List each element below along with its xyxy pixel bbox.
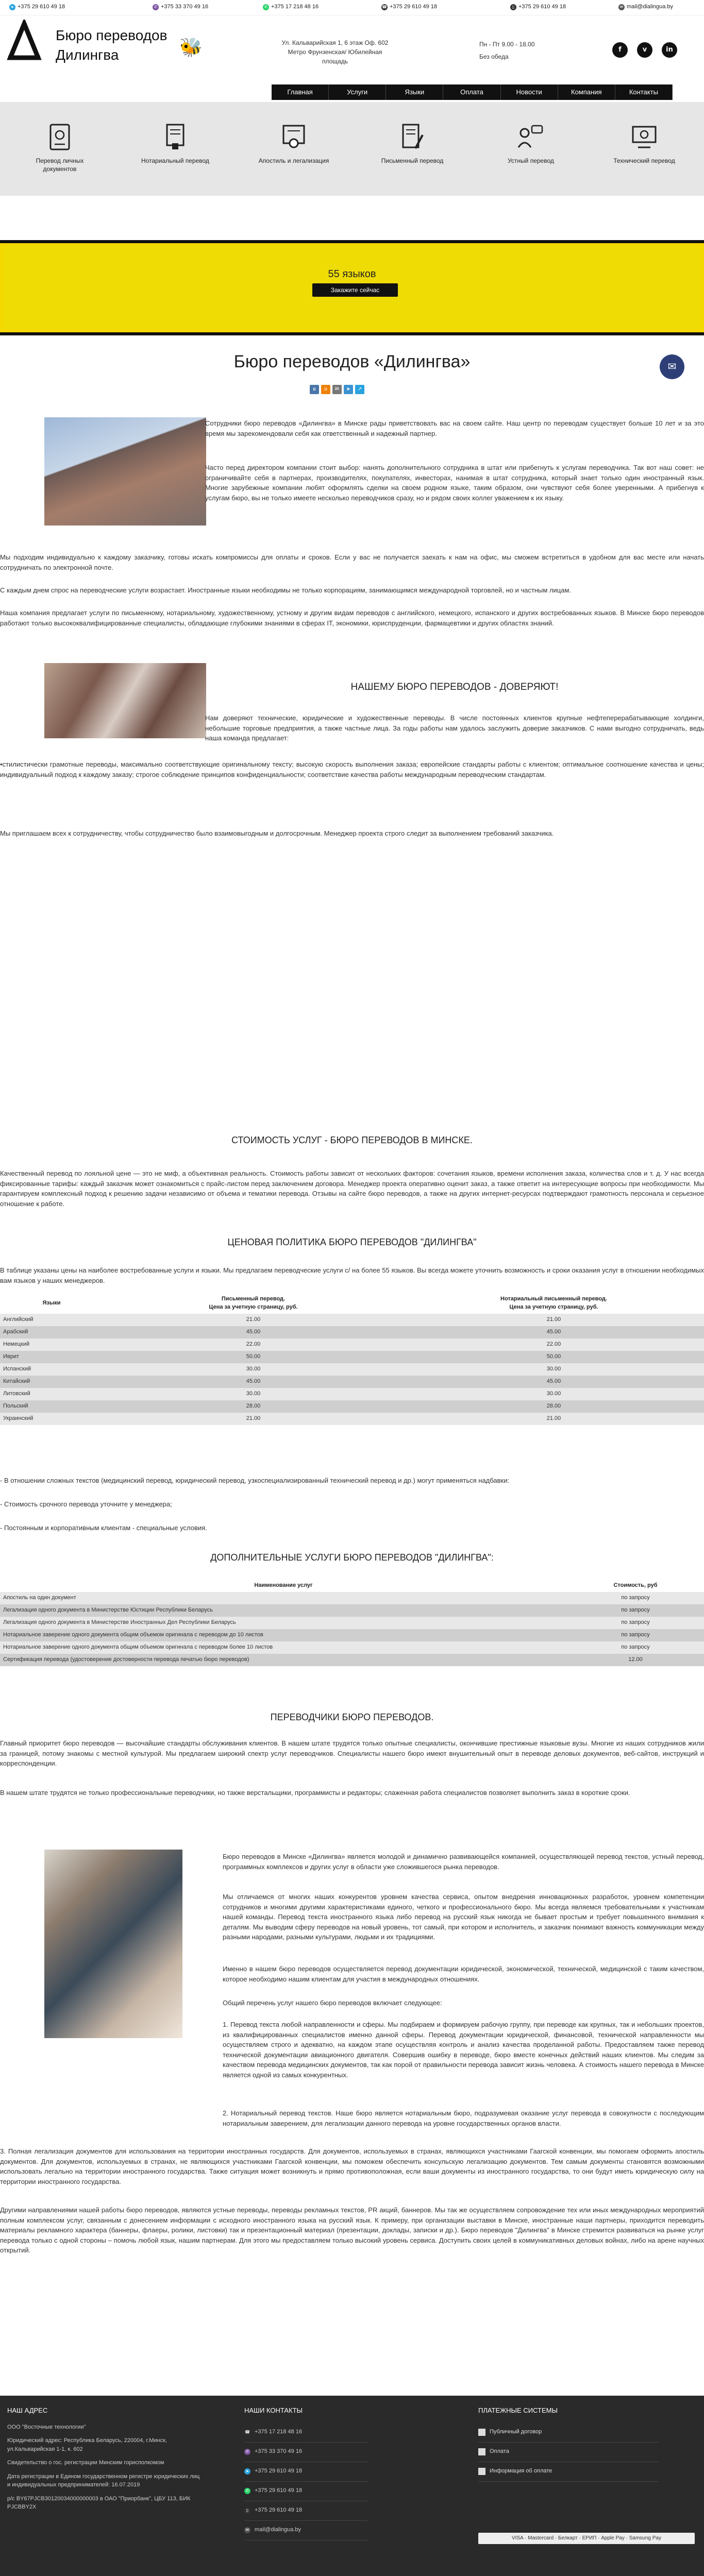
price-table — [0, 1293, 704, 1425]
written-price-cell: 21.00 — [103, 1314, 404, 1326]
translators-paragraph: 1. Перевод текста любой направленности и сферы. Мы подбираем и формируем рабочую группу, при переводе как крупных, так и небольших проектов, из квалифицированных специалистов именно данной сферы. Перевод документации юридической, финансовой, технической направленности мы осуществляем строго и адекватно, на каждом этапе осуществляя контроль и анализ качества проделанной работы. Предоставляем также перевод технической документации авиационного двигателя. Совершив ошибку в переводе, бюро вместе конечных действий наших клиентов. Мы следим за качеством перевода медицинских документов, так как порой от правильности перевода зависит жизнь человека. А стоимость нашего перевода в Минске является одной из самых конкурентных. — [223, 2021, 704, 2079]
service-technical[interactable]: Технический перевод — [608, 123, 680, 165]
notary-price-cell: 45.00 — [404, 1326, 704, 1338]
notary-price-cell: 21.00 — [404, 1314, 704, 1326]
translators-paragraph: Главный приоритет бюро переводов — высочайшие стандарты обслуживания клиентов. В нашем штате трудятся только опытные специалисты, окончившие престижные языковые вузы. Многие из наших сотрудников жили за границей, потому знакомы с местной культурой. Мы предлагаем широкий спектр услуг переводчиков. Специалисты нашего бюро имеют внушительный опыт в переводе деловых документов, веб-сайтов, инструкций и корреспонденции. — [0, 1739, 704, 1767]
footer-contact[interactable]: ✉ mail@dialingua.by — [244, 2521, 368, 2540]
topbar-mobile[interactable]: ▯ +375 29 610 49 18 — [510, 3, 566, 11]
written-price-cell: 21.00 — [103, 1413, 404, 1425]
topbar-telegram[interactable]: ➤ +375 29 610 49 18 — [9, 3, 65, 11]
table-row — [0, 1592, 704, 1604]
telegram-icon: ➤ — [244, 2468, 250, 2475]
technical-icon — [631, 123, 658, 151]
translators-heading: ПЕРЕВОДЧИКИ БЮРО ПЕРЕВОДОВ. — [270, 1712, 434, 1722]
bee-icon: 🐝 — [179, 37, 203, 58]
service-apostille[interactable]: Апостиль и легализация — [258, 123, 330, 165]
document-icon — [478, 2448, 485, 2455]
footer-contact[interactable]: ▯ +375 29 610 49 18 — [244, 2501, 368, 2521]
translators-paragraph: Другими направлениями нашей работы бюро переводов, являются устные переводы, переводы рекламных текстов, PR акций, баннеров. Мы так же осуществляем сопровождение тех или иных международных мероприятий полным комплексом услуг, связанным с донесением информации с исходного иностранного языка на русский язык. К примеру, при организации выставки в Минске, иностранные наши партнеры, приходится переводить материалы рекламного характера (баннеры, флаеры, ролики, листовки) так и презентационный материал (презентации, доклады, записки и др.). Бюро переводов "Дилингва" в Минске стремится развиваться на рынке услуг перевода только с одной стороны – помочь любой язык, нашим партнерам. Для этого мы предоставляем только высокий уровень сервиса. Доступить своих целей в коммуникативных деловых войнах, либо на арене научных открытий. — [0, 2206, 704, 2254]
nav-company[interactable]: Компания — [558, 84, 615, 100]
logo-icon[interactable] — [6, 20, 42, 61]
written-price-cell: 28.00 — [103, 1400, 404, 1413]
written-price-cell: 45.00 — [103, 1376, 404, 1388]
translators-paragraph: Бюро переводов в Минске «Дилингва» является молодой и динамично развивающейся компанией, осуществляющей перевод текстов, устный перевод, программных комплексов и других услуг в области уже сложившегося рынка переводов. — [223, 1853, 704, 1871]
price-note: - Стоимость срочного перевода уточните у менеджера; — [0, 1500, 172, 1508]
service-name-cell: Сертификация перевода (удостоверение достоверности перевода печатью бюро переводов) — [0, 1654, 567, 1666]
nav-contacts[interactable]: Контакты — [615, 84, 673, 100]
service-oral[interactable]: Устный перевод — [495, 123, 567, 165]
mail-share-icon[interactable]: ✉ — [332, 385, 342, 394]
footer-contact[interactable]: ➤ +375 29 610 49 18 — [244, 2462, 368, 2482]
table-row — [0, 1654, 704, 1666]
table-row — [0, 1400, 704, 1413]
footer-payments: ПЛАТЕЖНЫЕ СИСТЕМЫ Публичный договор Оплата Информация об оплате — [478, 2406, 659, 2482]
notary-price-cell: 21.00 — [404, 1413, 704, 1425]
footer-contact[interactable]: ✆ +375 29 610 49 18 — [244, 2482, 368, 2501]
written-price-cell: 30.00 — [103, 1363, 404, 1376]
trusted-heading: НАШЕМУ БЮРО ПЕРЕВОДОВ - ДОВЕРЯЮТ! — [350, 682, 559, 692]
service-price-cell: 12.00 — [567, 1654, 704, 1666]
document-pen-icon — [400, 123, 425, 151]
intro-paragraph: Сотрудники бюро переводов «Дилингва» в Минске рады приветствовать вас на своем сайте. Наш центр по переводам существует больше 10 лет и за это время мы зарекомендовали себя как ответственный и надежный партнер. — [205, 419, 704, 437]
pricing-paragraph: Качественный перевод по лояльной цене — это не миф, а объективная реальность. Стоимость работы зависит от нескольких факторов: сочетания языков, времени исполнения заказа, количества слов и т. д. У нас всегда фиксированные тарифы: каждый заказчик может ознакомиться с прайс-листом перед заключением договора. Менеджер проекта оперативно оценит заказ, а также ответит на интересующие вопросы при необходимости. Мы гарантируем комплексный подход к решению задачи независимо от объема и тематики перевода. Отзывы на сайте бюро переводов, а также на других интернет-ресурсах подтверждают грамотность персонала и серьезное отношение к работе. — [0, 1170, 704, 1208]
written-price-cell: 30.00 — [103, 1388, 404, 1400]
intro-paragraph: Мы подходим индивидуально к каждому заказчику, готовы искать компромиссы для оплаты и сроков. Если у вас не получается заехать к нам на офис, мы сможем встретиться в удобном для вас месте или начать сотрудничать по электронной почте. — [0, 553, 704, 571]
language-cell: Польский — [0, 1400, 103, 1413]
chat-widget-icon[interactable]: ✉ — [660, 354, 684, 379]
intro-paragraph: Наша компания предлагает услуги по письменному, нотариальному, художественному, устному и другим видам переводов с английского, немецкого, испанского и других востребованных языков. В Минске бюро переводов работают только высококвалифицированные специалисты, обладающие глубокими знаниями в сферах IT, экономики, юриспруденции, фармацевтики и других областях знаний. — [0, 609, 704, 627]
table-row — [0, 1617, 704, 1629]
col-written-price: Письменный перевод. Цена за учетную страницу, руб. — [209, 1296, 298, 1310]
language-cell: Иврит — [0, 1351, 103, 1363]
notary-price-cell: 28.00 — [404, 1400, 704, 1413]
language-cell: Арабский — [0, 1326, 103, 1338]
whatsapp-icon: ✆ — [244, 2488, 250, 2494]
nav-languages[interactable]: Языки — [386, 84, 443, 100]
translators-paragraph: В нашем штате трудятся не только профессиональные переводчики, но также верстальщики, программисты и редакторы; слаженная работа специалистов позволяет выполнить заказ в короткие сроки. — [0, 1789, 630, 1797]
building-photo — [44, 663, 206, 738]
service-personal-docs[interactable]: Перевод личных документов — [24, 123, 96, 173]
nav-services[interactable]: Услуги — [329, 84, 386, 100]
col-notary-price: Нотариальный письменный перевод. Цена за учетную страницу, руб. — [500, 1296, 607, 1310]
topbar-viber[interactable]: ✆ +375 33 370 49 16 — [153, 3, 208, 11]
speech-icon — [517, 123, 544, 151]
passport-icon — [48, 123, 71, 151]
language-cell: Литовский — [0, 1388, 103, 1400]
notary-price-cell: 30.00 — [404, 1388, 704, 1400]
service-price-cell: по запросу — [567, 1604, 704, 1617]
whatsapp-icon: ✆ — [263, 4, 269, 10]
office-team-photo — [44, 1850, 182, 2038]
translators-paragraph: Мы отличаемся от многих наших конкурентов уровнем качества сервиса, опытом внедрения инновационных разработок, уровнем компетенции сотрудников и многими другими характеристиками единого, четкого и профессионального бюро. Мы всегда являемся требовательными к участникам нашей команды. Перевод текста иностранного языка либо перевод на русский язык никогда не бывает простым и требует повышенного внимания к деталям. Мы выводим сферу переводов на новый уровень, тот самый, при котором и исполнитель, и заказчик понимают важность коммуникации между разными народами, разными культурами, людьми и их традициями. — [223, 1893, 704, 1941]
pricing-heading: СТОИМОСТЬ УСЛУГ - БЮРО ПЕРЕВОДОВ В МИНСКЕ. — [231, 1135, 473, 1145]
table-row — [0, 1338, 704, 1351]
price-note: - Постоянным и корпоративным клиентам - специальные условия. — [0, 1524, 207, 1532]
viber-social-icon[interactable]: v — [637, 42, 652, 58]
footer-address: НАШ АДРЕС ООО "Восточные технологии" Юридический адрес: Республика Беларусь, 220004, г.Минск, ул.Кальварийская 1-1, к. 602 Свидетельство о гос. регистрации Минским горисполкомом Дата регистрации в Едином государственном регистре юридических лиц и индивидуальных предпринимателей: 16.07.2019 р/с BY67PJCB30120034000000003 в ОАО "Приорбанк", ЦБУ 113, БИК PJCBBY2X — [7, 2406, 200, 2511]
office-building-photo — [44, 417, 206, 526]
site-header — [0, 15, 704, 77]
nav-news[interactable]: Новости — [501, 84, 558, 100]
translators-paragraph: 3. Полная легализация документов для использования на территории иностранных государств. Для документов, используемых в странах, являющихся участниками Гаагской конвенции, мы помогаем оформить апостиль документов. Для документов, используемых в странах, не являющихся участниками Гаагской конвенции, мы поможем обеспечить консульскую легализацию документов. Тем самым документы становятся возможными использовать легально на территории иностранного государства. Также ситуация может возникнуть и прямо противоположная, если ваши документы из иностранного государства, то они будут иметь юридическую силу на территории иностранного государства. — [0, 2147, 704, 2185]
order-now-button[interactable]: Закажите сейчас — [312, 283, 398, 297]
trusted-paragraph: Нам доверяют технические, юридические и художественные переводы. В числе постоянных клиентов крупные нефтеперерабатывающие холдинги, небольшие торговые предприятия, а также частные лица. За годы работы нам удалось заслужить доверие заказчиков. С нами выгодно сотрудничать, ведь наша команда предлагает: — [205, 714, 704, 742]
table-row — [0, 1351, 704, 1363]
trusted-paragraph: Мы приглашаем всех к сотрудничеству, чтобы сотрудничество было взаимовыгодным и долгосрочным. Менеджер проекта строго следит за выполнением требований заказчика. — [0, 829, 554, 837]
written-price-cell: 22.00 — [103, 1338, 404, 1351]
table-row — [0, 1314, 704, 1326]
nav-payment[interactable]: Оплата — [443, 84, 500, 100]
table-row — [0, 1604, 704, 1617]
page-title: Бюро переводов «Дилингва» — [233, 352, 471, 371]
col-service-price: Стоимость, руб — [613, 1582, 658, 1588]
vk-share-icon[interactable]: в — [310, 385, 319, 394]
price-table-body — [0, 1314, 704, 1425]
document-icon — [478, 2429, 485, 2436]
language-cell: Украинский — [0, 1413, 103, 1425]
table-row — [0, 1629, 704, 1641]
extras-table-body — [0, 1592, 704, 1666]
table-row — [0, 1376, 704, 1388]
extra-services-table — [0, 1580, 704, 1666]
mail-icon: ✉ — [244, 2527, 250, 2533]
mobile-icon: ▯ — [244, 2507, 250, 2514]
pricing-paragraph: В таблице указаны цены на наиболее востребованные услуги и языки. Мы предлагаем переводческие услуги с/ на более 55 языков. Вы всегда можете уточнить возможность и сроки оказания услуг в отношении необходимых вам языков у наших менеджеров. — [0, 1266, 704, 1284]
table-row — [0, 1388, 704, 1400]
office-address: Ул. Кальварийская 1, 6 этаж Оф. 602 Метро Фрунзенская/ Юбилейная площадь — [281, 39, 389, 65]
table-row — [0, 1413, 704, 1425]
service-name-cell: Нотариальное заверение одного документа общим объемом оригинала с переводом до 10 листов — [0, 1629, 567, 1641]
service-name-cell: Легализация одного документа в Министерстве Юстиции Республики Беларусь — [0, 1604, 567, 1617]
footer-contact[interactable]: ✆ +375 33 370 49 16 — [244, 2443, 368, 2462]
language-cell: Немецкий — [0, 1338, 103, 1351]
share-icon[interactable]: ↗ — [355, 385, 364, 394]
languages-banner — [0, 240, 704, 335]
site-footer — [0, 2396, 704, 2576]
topbar-email[interactable]: ✉ mail@dialingua.by — [618, 3, 673, 11]
footer-contact[interactable]: ☎ +375 17 218 48 16 — [244, 2423, 368, 2443]
facebook-icon[interactable]: f — [612, 42, 628, 58]
service-price-cell: по запросу — [567, 1617, 704, 1629]
translators-paragraph: Именно в нашем бюро переводов осуществляется перевод документации юридической, экономической, технической, медицинской с таким качеством, которое необходимо нашим клиентам для участия в международных отношениях. — [223, 1965, 704, 1983]
notary-price-cell: 45.00 — [404, 1376, 704, 1388]
service-written[interactable]: Письменный перевод — [376, 123, 448, 165]
intro-paragraph: С каждым днем спрос на переводческие услуги возрастает. Иностранные языки необходимы не только корпорациям, занимающимся международной торговлей, но и частным лицам. — [0, 586, 572, 594]
payment-link[interactable]: Оплата — [478, 2443, 659, 2462]
document-icon — [478, 2468, 485, 2475]
language-cell: Испанский — [0, 1363, 103, 1376]
share-buttons — [310, 385, 364, 394]
notary-stamp-icon — [163, 123, 188, 151]
extra-services-heading: ДОПОЛНИТЕЛЬНЫЕ УСЛУГИ БЮРО ПЕРЕВОДОВ "ДИЛИНГВА": — [210, 1552, 494, 1563]
written-price-cell: 45.00 — [103, 1326, 404, 1338]
topbar-phone[interactable]: ☎ +375 29 610 49 18 — [382, 4, 438, 10]
topbar-whatsapp[interactable]: ✆ +375 17 218 48 16 — [263, 3, 319, 11]
service-price-cell: по запросу — [567, 1592, 704, 1604]
instagram-icon[interactable]: in — [662, 42, 677, 58]
brand-name[interactable]: Бюро переводов Дилингва — [56, 27, 167, 63]
phone-icon: ☎ — [382, 4, 387, 9]
mail-icon: ✉ — [618, 4, 625, 10]
col-languages: Языки — [42, 1299, 61, 1306]
top-contact-bar — [0, 0, 704, 15]
payment-info-link[interactable]: Информация об оплате — [478, 2462, 659, 2482]
service-price-cell: по запросу — [567, 1641, 704, 1654]
main-nav — [272, 84, 673, 100]
viber-icon: ✆ — [244, 2449, 250, 2455]
service-name-cell: Апостиль на один документ — [0, 1592, 567, 1604]
certificate-icon — [281, 123, 306, 151]
price-note: - В отношении сложных текстов (медицинский перевод, юридический перевод, узкоспециализированный технический перевод и др.) могут применяться надбавки: — [0, 1477, 510, 1484]
mobile-icon: ▯ — [510, 4, 516, 10]
viber-icon: ✆ — [153, 4, 159, 10]
table-row — [0, 1326, 704, 1338]
col-service-name: Наименование услуг — [254, 1582, 313, 1588]
table-row — [0, 1363, 704, 1376]
service-name-cell: Нотариальное заверение одного документа общим объемом оригинала с переводом более 10 листов — [0, 1641, 567, 1654]
payment-logos: VISA · Mastercard · Белкарт · ЕРИП · Apple Pay · Samsung Pay — [478, 2533, 695, 2544]
table-header-row — [0, 1293, 704, 1314]
notary-price-cell: 22.00 — [404, 1338, 704, 1351]
notary-price-cell: 50.00 — [404, 1351, 704, 1363]
table-header-row — [0, 1580, 704, 1592]
nav-home[interactable]: Главная — [272, 84, 329, 100]
translators-paragraph: 2. Нотариальный перевод текстов. Наше бюро является нотариальным бюро, подразумевая оказание услуг перевода в совокупности с последующим нотариальным заверением, для легализации данного перевода на уровне государственных органов власти. — [223, 2109, 704, 2127]
phone-icon: ☎ — [245, 2430, 250, 2435]
service-price-cell: по запросу — [567, 1629, 704, 1641]
languages-count: 55 языков — [328, 268, 376, 280]
translators-paragraph: Общий перечень услуг нашего бюро переводов включает следующее: — [223, 1999, 442, 2007]
intro-paragraph: Часто перед директором компании стоит выбор: нанять дополнительного сотрудника в штат или прибегнуть к услугам переводчика. Так вот наш совет: не ограничивайте себя в партнерах, производителях, покупателях, инвесторах, нанимая в штат сотрудника, который знает только один иностранный язык. Многие зарубежные компании любят оформлять сделки на своем родном языке, таким образом, они чувствуют себя более уверенными. А прибегнув к услугам бюро, вы не только имеете несколько переводчиков сразу, но и рядом своих коллег уважением к их языку. — [205, 464, 704, 502]
service-notary[interactable]: Нотариальный перевод — [139, 123, 211, 165]
service-name-cell: Легализация одного документа в Министерстве Иностранных Дел Республики Беларусь — [0, 1617, 567, 1629]
language-cell: Китайский — [0, 1376, 103, 1388]
notary-price-cell: 30.00 — [404, 1363, 704, 1376]
telegram-share-icon[interactable]: ➤ — [344, 385, 353, 394]
public-contract-link[interactable]: Публичный договор — [478, 2423, 659, 2443]
telegram-icon: ➤ — [9, 4, 15, 10]
table-row — [0, 1641, 704, 1654]
written-price-cell: 50.00 — [103, 1351, 404, 1363]
price-policy-heading: ЦЕНОВАЯ ПОЛИТИКА БЮРО ПЕРЕВОДОВ "ДИЛИНГВА" — [227, 1237, 477, 1247]
ok-share-icon[interactable]: о — [321, 385, 330, 394]
working-hours: Пн - Пт 9.00 - 18.00 Без обеда — [479, 41, 535, 60]
footer-contacts: НАШИ КОНТАКТЫ ☎ +375 17 218 48 16 ✆ +375 33 370 49 16 ➤ +375 29 610 49 18 ✆ +375 29 610 49 18 ▯ +375 29 610 49 18 ✉ mail@dialingua.by — [244, 2406, 368, 2540]
language-cell: Английский — [0, 1314, 103, 1326]
services-strip — [0, 102, 704, 196]
trusted-paragraph: •стилистически грамотные переводы, максимально соответствующие оригинальному тексту; высокую скорость выполнения заказа; европейские стандарты работы с клиентом; оптимальное соотношение качества и цены; индивидуальный подход к каждому заказу; строгое соблюдение принципов конфиденциальности; соответствие качества работы международным переводческим стандартам. — [0, 760, 704, 778]
